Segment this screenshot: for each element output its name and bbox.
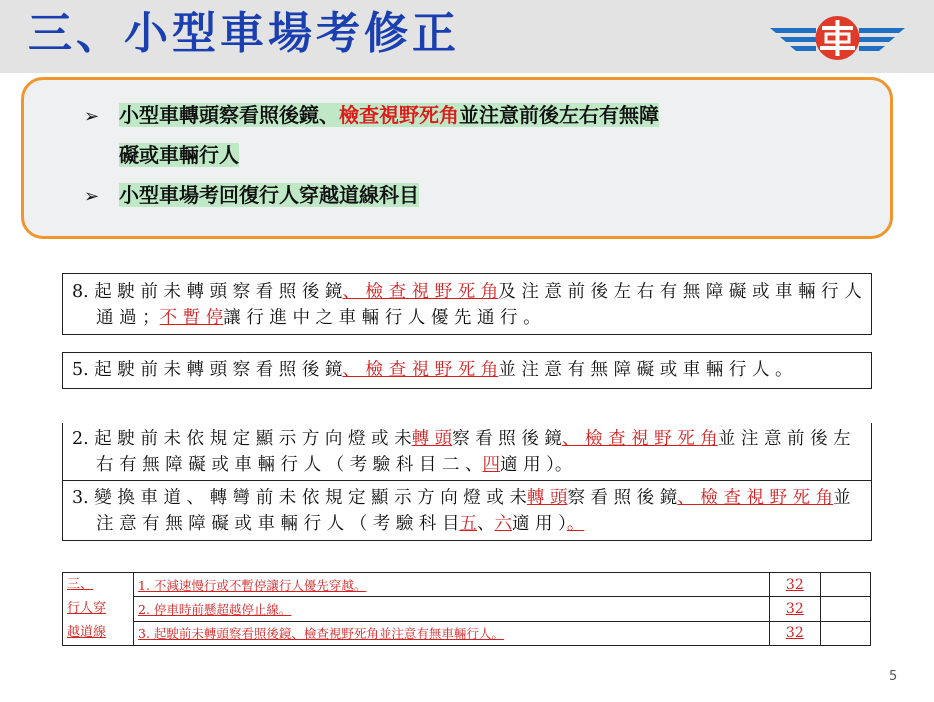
category-line: 三、 — [67, 577, 94, 592]
empty-cell — [820, 621, 870, 645]
points-cell: 32 — [770, 597, 820, 621]
rule8-line1: 8. 起 駛 前 未 轉 頭 察 看 照 後 鏡、 檢 查 視 野 死 角及 注 意 前 後 左 右 有 無 障 礙 或 車 輛 行 人 — [72, 282, 862, 302]
rule3-line2: 注 意 有 無 障 礙 或 車 輛 行 人 （ 考 驗 科 目五、六適 用 ）。 — [96, 514, 585, 534]
rule8-right-border — [871, 273, 872, 335]
slide-title: 三、小型車場考修正 — [28, 8, 460, 59]
highway-bureau-logo — [770, 10, 905, 66]
rule23-divider — [62, 480, 872, 481]
points-cell: 32 — [770, 573, 820, 597]
empty-cell — [820, 597, 870, 621]
empty-cell — [820, 573, 870, 597]
callout-bullet-1-line2: 礙或車輛行人 — [119, 143, 239, 167]
rule3-line1: 3. 變 換 車 道 、 轉 彎 前 未 依 規 定 顯 示 方 向 燈 或 未轉 頭察 看 照 後 鏡、 檢 查 視 野 死 角並 — [72, 488, 851, 508]
rule23-right-border — [871, 423, 872, 541]
callout-bullet-1-line1: 小型車轉頭察看照後鏡、檢查視野死角並注意前後左右有無障 — [119, 103, 659, 127]
table-row — [63, 621, 871, 645]
rule8-left-border — [62, 273, 63, 335]
rule8-top-border — [62, 273, 872, 274]
rule5-right-border — [871, 352, 872, 389]
item-cell: 2. 停車時前懸超越停止線。 — [134, 597, 770, 621]
rule23-bottom-border — [62, 540, 872, 541]
rule5-left-border — [62, 352, 63, 389]
points-cell: 32 — [770, 621, 820, 645]
category-line: 行人穿 — [67, 601, 107, 616]
rule5-bottom-border — [62, 388, 872, 389]
bullet-arrow-icon: ➢ — [84, 186, 100, 207]
item-cell: 1. 不減速慢行或不暫停讓行人優先穿越。 — [134, 573, 770, 597]
page-number: 5 — [889, 669, 898, 684]
rule23-left-border — [62, 423, 63, 541]
table-row — [63, 573, 871, 597]
callout-bullet-2: 小型車場考回復行人穿越道線科目 — [119, 183, 419, 207]
category-cell — [63, 573, 134, 646]
category-line: 越道線 — [67, 625, 107, 640]
rule8-bottom-border — [62, 334, 872, 335]
item-cell: 3. 起駛前未轉頭察看照後鏡、檢查視野死角並注意有無車輛行人。 — [134, 621, 770, 645]
bullet-arrow-icon: ➢ — [84, 106, 100, 127]
rule5-top-border — [62, 352, 872, 353]
pedestrian-crossing-table — [62, 572, 871, 646]
table-row — [63, 597, 871, 621]
rule8-line2: 通 過 ；不 暫 停讓 行 進 中 之 車 輛 行 人 優 先 通 行 。 — [96, 308, 541, 328]
rule5-line: 5. 起 駛 前 未 轉 頭 察 看 照 後 鏡、 檢 查 視 野 死 角並 注 意 有 無 障 礙 或 車 輛 行 人 。 — [72, 360, 793, 380]
rule2-line2: 右 有 無 障 礙 或 車 輛 行 人 （ 考 驗 科 目 二 、四適 用 ）。 — [96, 455, 573, 475]
rule2-line1: 2. 起 駛 前 未 依 規 定 顯 示 方 向 燈 或 未轉 頭察 看 照 後 鏡、 檢 查 視 野 死 角並 注 意 前 後 左 — [72, 429, 851, 449]
